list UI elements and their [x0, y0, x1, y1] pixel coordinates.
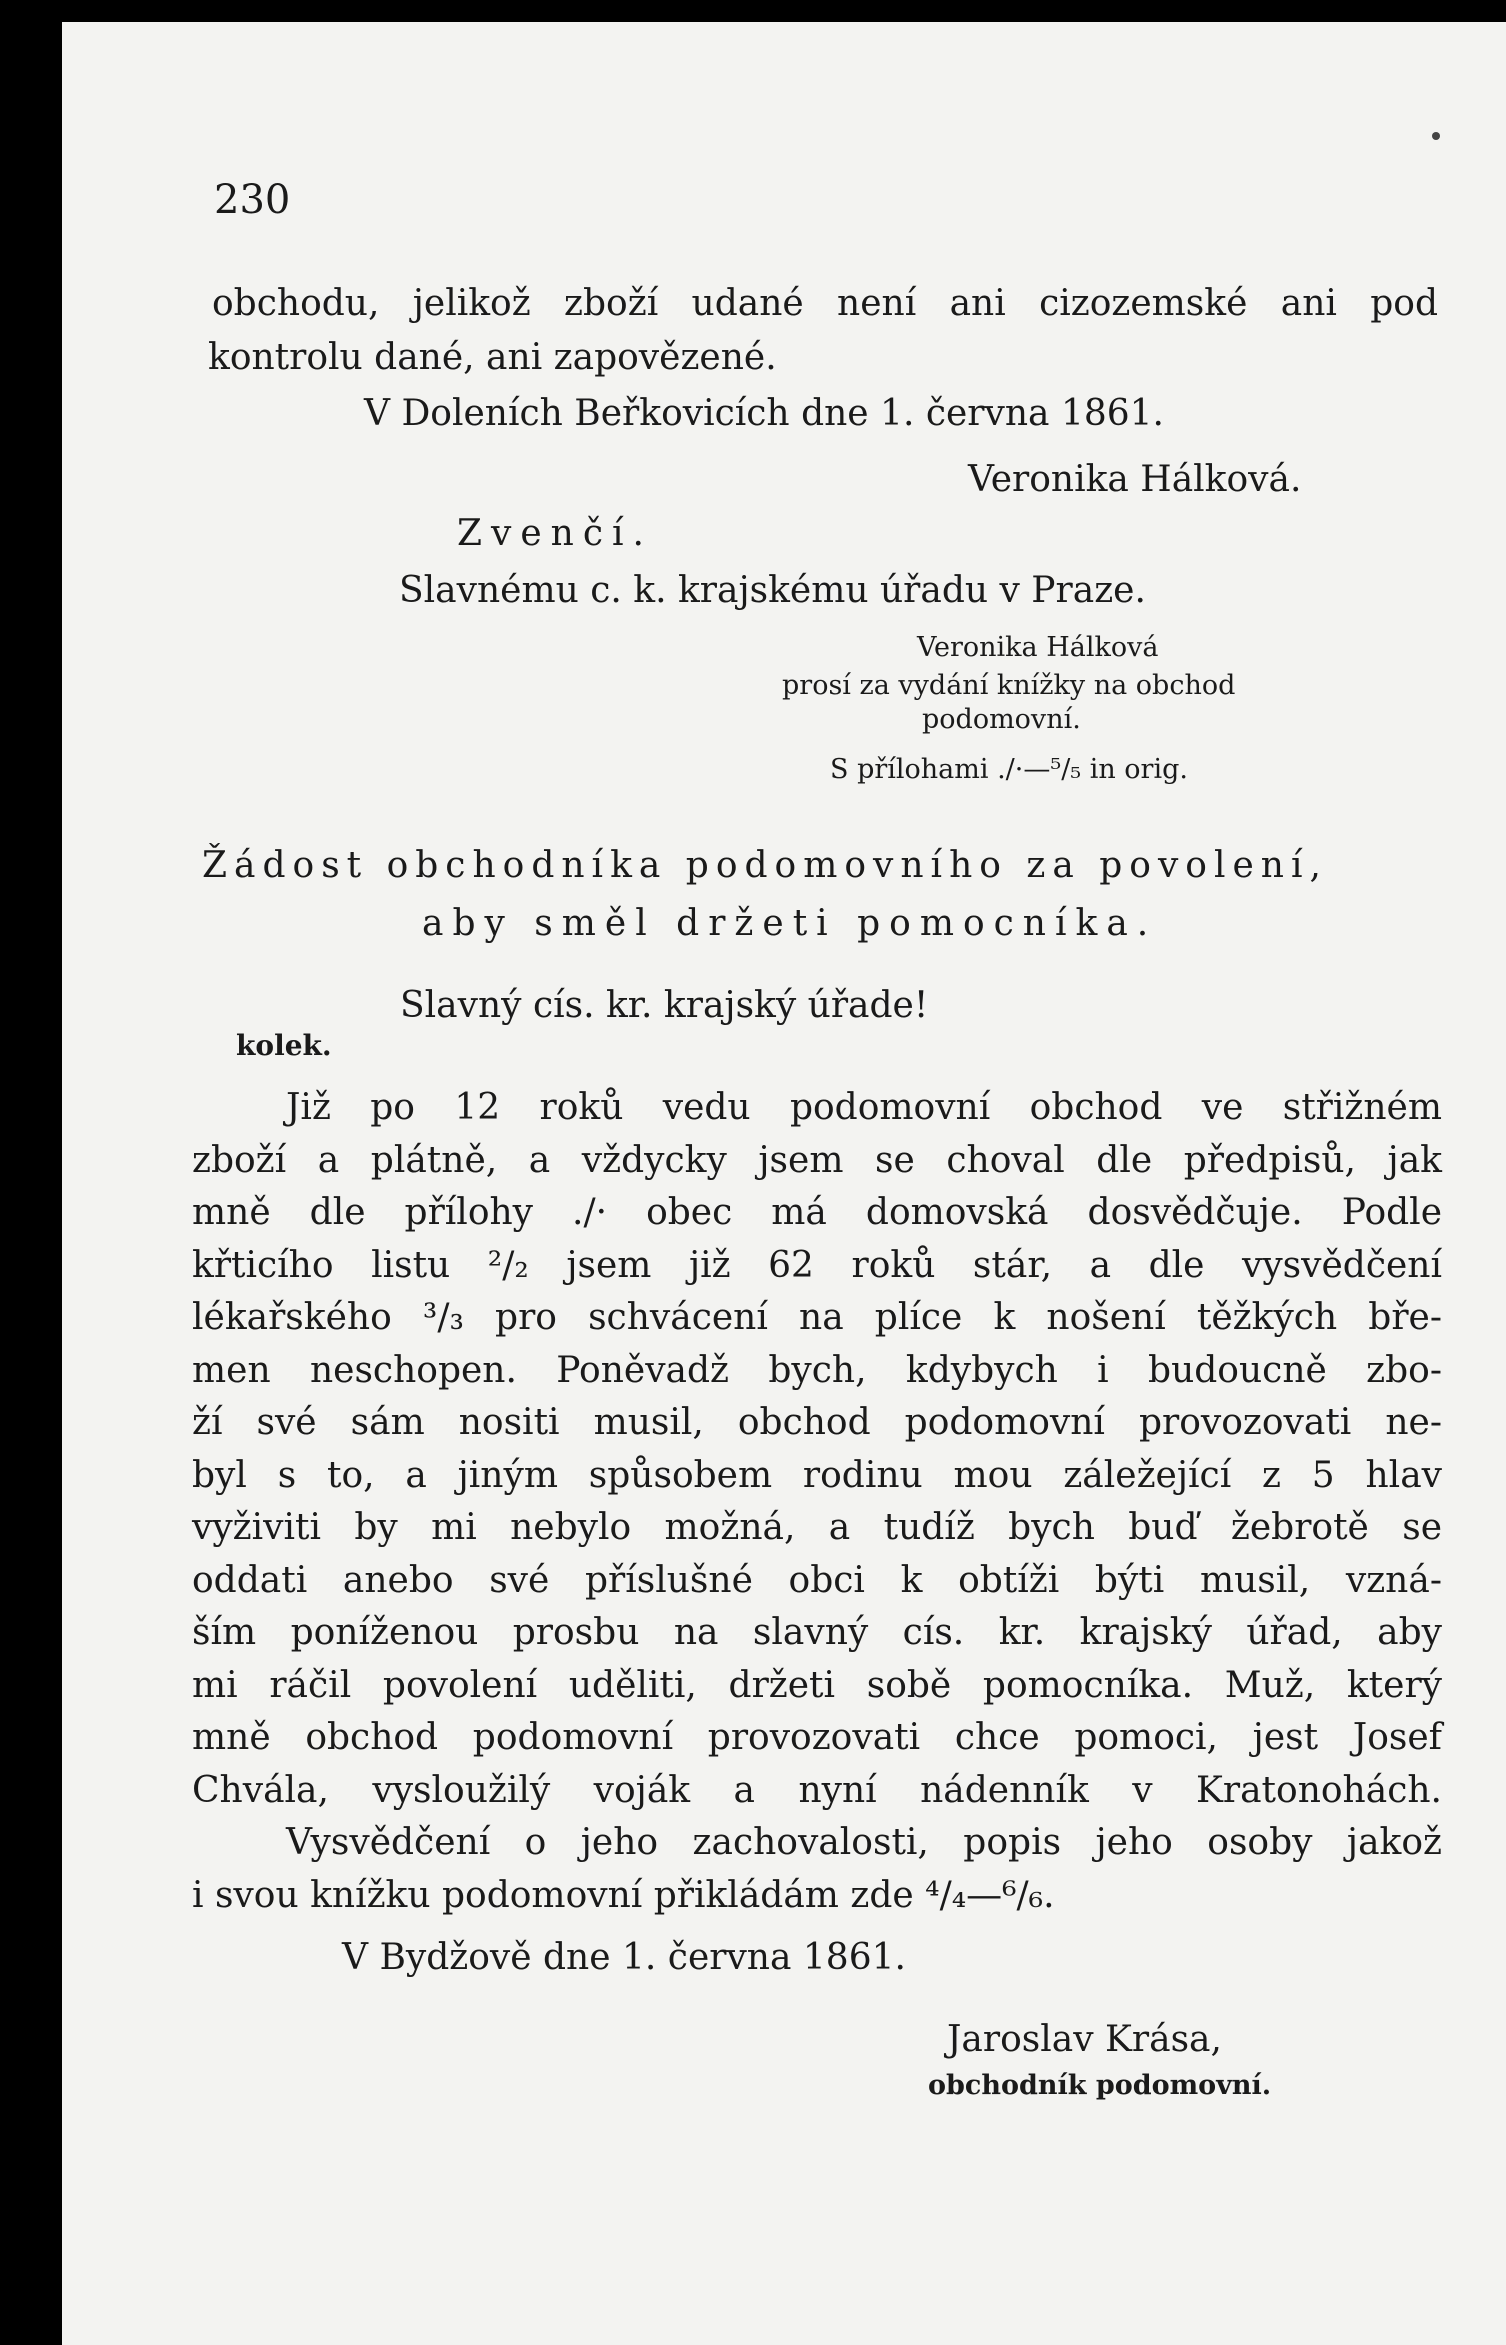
paragraph-line: vyživiti by mi nebylo možná, a tudíž bych buď žebrotě se: [192, 1507, 1442, 1548]
stamp-note: kolek.: [236, 1029, 332, 1062]
paragraph-line: Již po 12 roků vedu podomovní obchod ve střižném: [286, 1087, 1442, 1128]
summary-name: Veronika Hálková: [917, 632, 1159, 663]
paragraph-line: lékařského ³/₃ pro schvácení na plíce k nošení těžkých bře-: [192, 1297, 1442, 1338]
book-page: [62, 22, 1506, 2345]
paragraph-line: i svou knížku podomovní přikládám zde ⁴/₄—⁶/₆.: [192, 1874, 1055, 1916]
paragraph-line: byl s to, a jiným spůsobem rodinu mou záležející z 5 hlav: [192, 1454, 1442, 1496]
summary-line-2: podomovní.: [922, 704, 1081, 735]
paragraph-line: zboží a plátně, a vždycky jsem se choval dle předpisů, jak: [192, 1139, 1442, 1181]
paragraph-line: ším poníženou prosbu na slavný cís. kr. krajský úřad, aby: [192, 1612, 1442, 1653]
intro-line-1: obchodu, jelikož zboží udané není ani cizozemské ani pod: [212, 283, 1438, 324]
summary-line-1: prosí za vydání knížky na obchod: [782, 670, 1236, 701]
paragraph-line: men neschopen. Poněvadž bych, kdybych i budoucně zbo-: [192, 1349, 1442, 1391]
signature-1: Veronika Hálková.: [968, 459, 1302, 500]
body-paragraph-1: [192, 1082, 1442, 1817]
paragraph-line: ží své sám nositi musil, obchod podomovní provozovati ne-: [192, 1402, 1442, 1443]
paragraph-line: mi ráčil povolení uděliti, držeti sobě pomocníka. Muž, který: [192, 1664, 1442, 1706]
summary-attachments: S přílohami ./·—⁵/₅ in orig.: [830, 754, 1188, 785]
paragraph-line: oddati anebo své příslušné obci k obtíži býti musil, vzná-: [192, 1559, 1442, 1601]
body-paragraph-2: [192, 1817, 1442, 1922]
outside-label: Zvenčí.: [457, 513, 653, 554]
ink-speck: [1432, 132, 1440, 140]
signature-2-name: Jaroslav Krása,: [947, 2019, 1222, 2060]
heading-line-2: aby směl držeti pomocníka.: [422, 903, 1158, 944]
heading-line-1: Žádost obchodníka podomovního za povolení,: [202, 845, 1328, 886]
place-date-1: V Doleních Beřkovicích dne 1. června 1861.: [364, 393, 1164, 434]
place-date-2: V Bydžově dne 1. června 1861.: [342, 1937, 906, 1978]
paragraph-line: Chvála, vysloužilý voják a nyní nádenník v Kratonohách.: [192, 1769, 1442, 1811]
paragraph-line: mně dle přílohy ./· obec má domovská dosvědčuje. Podle: [192, 1192, 1442, 1233]
signature-2-title: obchodník podomovní.: [928, 2070, 1272, 2101]
salutation: Slavný cís. kr. krajský úřade!: [400, 985, 929, 1026]
page-number: 230: [214, 177, 291, 223]
paragraph-line: mně obchod podomovní provozovati chce pomoci, jest Josef: [192, 1717, 1442, 1758]
paragraph-line: Vysvědčení o jeho zachovalosti, popis jeho osoby jakož: [286, 1822, 1442, 1863]
address: Slavnému c. k. krajskému úřadu v Praze.: [399, 570, 1146, 611]
intro-line-2: kontrolu dané, ani zapovězené.: [208, 337, 777, 378]
paragraph-line: křticího listu ²/₂ jsem již 62 roků stár, a dle vysvědčení: [192, 1244, 1442, 1286]
